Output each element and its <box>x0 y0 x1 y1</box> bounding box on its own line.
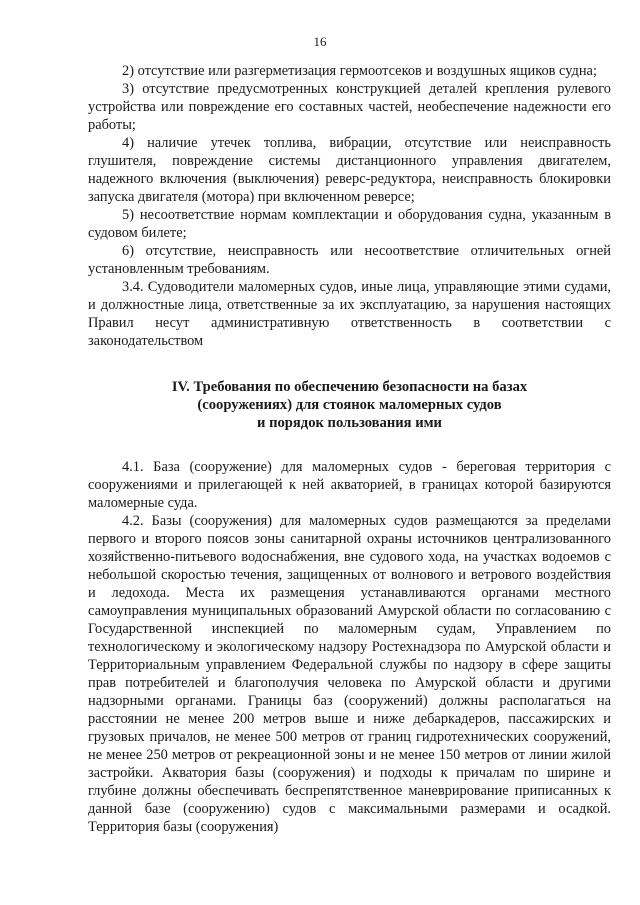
list-item-2: 2) отсутствие или разгерметизация гермоотсеков и воздушных ящиков судна; <box>122 63 597 79</box>
section-heading-line-3: и порядок пользования ими <box>257 415 442 431</box>
section-heading-line-2: (сооружениях) для стоянок маломерных судов <box>197 397 502 413</box>
list-item-5: 5) несоответствие нормам комплектации и оборудования судна, указанным в судовом билете; <box>88 207 611 241</box>
spacer <box>88 350 611 378</box>
list-item-3: 3) отсутствие предусмотренных конструкцией деталей крепления рулевого устройства или повреждение его составных частей, необеспечение надежности его работы; <box>88 81 611 133</box>
clause-4-1: 4.1. База (сооружение) для маломерных судов - береговая территория с сооружениями и прилегающей к ней акваторией, в границах которой базируются маломерные суда. <box>88 459 611 511</box>
page-number: 16 <box>313 34 327 49</box>
clause-3-4: 3.4. Судоводители маломерных судов, иные лица, управляющие этими судами, и должностные лица, ответственные за их эксплуатацию, за нарушения настоящих Правил несут административную ответственность в соответствии с законодательством <box>88 279 611 349</box>
document-body <box>88 62 611 836</box>
spacer <box>88 432 611 458</box>
section-heading <box>88 378 611 432</box>
list-item-6: 6) отсутствие, неисправность или несоответствие отличительных огней установленным требованиям. <box>88 243 611 277</box>
section-heading-line-1: IV. Требования по обеспечению безопасности на базах <box>171 379 528 395</box>
list-item-4: 4) наличие утечек топлива, вибрации, отсутствие или неисправность глушителя, повреждение системы дистанционного управления двигателем, надежного включения (выключения) реверс-редуктора, неисправность блокировки запуска двигателя (мотора) при включенном реверсе; <box>88 135 611 205</box>
clause-4-2: 4.2. Базы (сооружения) для маломерных судов размещаются за пределами первого и второго поясов зоны санитарной охраны источников централизованного хозяйственно-питьевого водоснабжения, вне судового хода, на участках водоемов с небольшой скоростью течения, защищенных от волнового и ветрового воздействия и ледохода. Места их размещения устанавливаются органами местного самоуправления муниципальных образований Амурской области по согласованию с Государственной инспекцией по маломерным судам, Управлением по технологическому и экологическому надзору Ростехнадзора по Амурской области и Территориальным управлением Федеральной службы по надзору в сфере защиты прав потребителей и благополучия человека по Амурской области и другими надзорными органами. Границы баз (сооружений) должны располагаться на расстоянии не менее 200 метров выше и ниже дебаркадеров, пассажирских и грузовых причалов, не менее 500 метров от границ гидротехнических сооружений, не менее 250 метров от рекреационной зоны и не менее 150 метров от линии жилой застройки. Акватория базы (сооружения) и подходы к причалам по ширине и глубине должны обеспечивать беспрепятственное маневрирование приписанных к данной базе (сооружению) судов с максимальными размерами и осадкой. Территория базы (сооружения) <box>88 513 611 835</box>
